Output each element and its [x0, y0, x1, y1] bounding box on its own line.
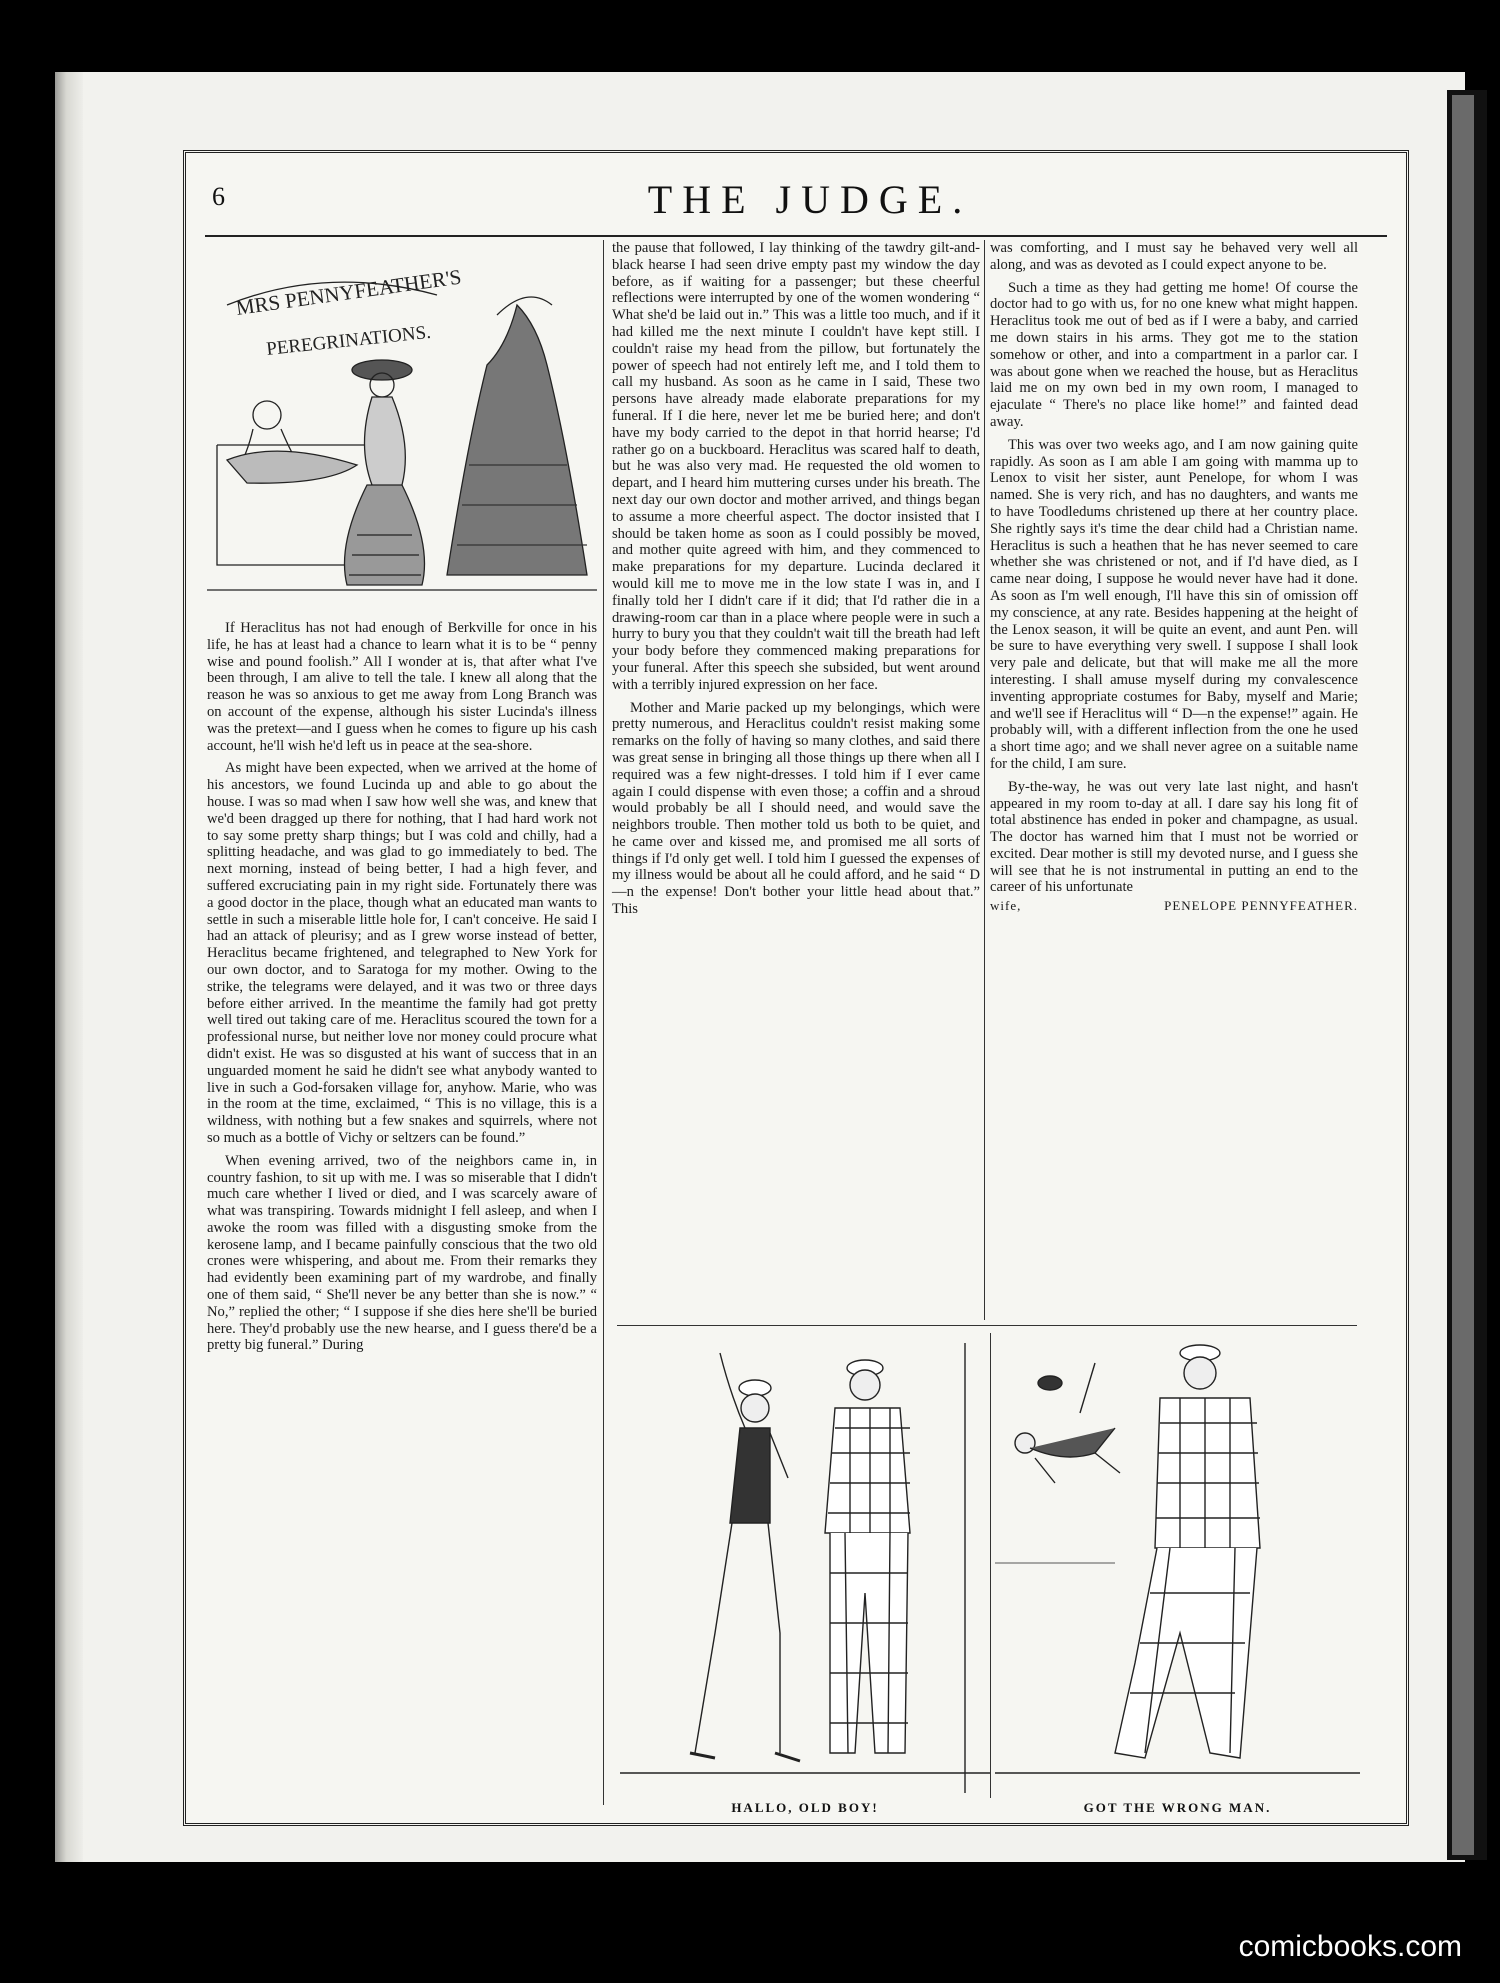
article-paragraph: This was over two weeks ago, and I am now gaining quite rapidly. As soon as I am able I am going with mamma up to Lenox to visit her sister, aunt Penelope, for whom I was named. She is very rich, and has no daughters, and wants me to have Toodledums christened up there at her country place. She rightly says it's time the dear child had a Christian name. Heraclitus is such a heathen that he has never seemed to care whether she was christened or not, and if I'd have died, as I came near doing, I suppose he would never have had it done. As soon as I'm well enough, I'll have this sin of omission off my conscience, at any rate. Besides happening at the height of the Lenox season, it will be quite an event, and aunt Pen. will be sure to have everything very swell. I suppose I shall look very pale and delicate, but that will make me all the more interesting. I shall amuse myself during my convalescence inventing appropriate costumes for Baby, myself and Marie; and we'll see if Heraclitus will “ D—n the expense!” again. He probably will, with a different inflection from the one he used a short time ago; and we shall never agree on a suitable name for the child, I am sure.	[990, 436, 1358, 772]
cartoon-panel-wrong-man	[995, 1333, 1360, 1798]
article-paragraph: was comforting, and I must say he behaved very well all along, and was as devoted as I could expect anyone to be.	[990, 240, 1358, 273]
article-column-1	[207, 620, 597, 1360]
author-signature: PENELOPE PENNYFEATHER.	[1164, 898, 1358, 914]
closing-word: wife,	[990, 898, 1022, 914]
article-paragraph: Such a time as they had getting me home! Of course the doctor had to go with us, for no one knew what might happen. Heraclitus took me out of bed as if I were a baby, and carried me down stairs in his arms. They got me to the station somehow or other, and into a compartment in a parlor car. I was about gone when we reached the house, but as Heraclitus laid me on my own bed in my own room, I managed to ejaculate “ There's no place like home!” and fainted dead away.	[990, 279, 1358, 430]
article-column-2	[612, 240, 980, 924]
article-paragraph: As might have been expected, when we arrived at the home of his ancestors, we found Lucinda up and able to go about the house. I was so mad when I saw how well she was, and knew that we'd been dragged up there for nothing, that I had hard work not to say some pretty sharp things; but I was cold and chilly, had a splitting headache, and was glad to go immediately to bed. The next morning, instead of being better, I had a high fever, and suffered excruciating pain in my right side. Fortunately there was a good doctor in the place, though what an educated man wants to settle in such a miserable little hole for, I can't conceive. He said I had an attack of pleurisy; and as I grew worse instead of better, Heraclitus became frightened, and telegraphed to New York for our own doctor, and to Saratoga for my mother. Owing to the strike, the telegrams were delayed, and it was two or three days before either arrived. In the meantime the family had got pretty well tired out taking care of me. Heraclitus scoured the town for a professional nurse, but neither love nor money could procure what didn't exist. He was so disgusted at his want of success that in an unguarded moment he said he didn't see what anybody wanted to live in such a God-forsaken village for, anyhow. Marie, who was in the room at the time, exclaimed, “ This is no village, this is a wildness, with nothing but a few snakes and squirrels, where not so much as a bottle of Vichy or seltzers can be found.”	[207, 760, 597, 1146]
masthead-rule	[205, 235, 1387, 237]
article-paragraph: When evening arrived, two of the neighbors came in, in country fashion, to sit up with me. I was so miserable that I didn't much care whether I lived or died, and I was scarcely aware of what was transpiring. Towards midnight I fell asleep, and when I awoke the room was filled with a disgusting smoke from the kerosene lamp, and I became painfully conscious that the two old crones were whispering, and about me. From their remarks they had evidently been examining part of my wardrobe, and finally one of them said, “ She'll never be any better than she is now.” “ No,” replied the other; “ I suppose if she dies here she'll be buried here. They'd probably use the new hearse, and I guess there'd be a pretty big funeral.” During	[207, 1152, 597, 1354]
cartoon-caption-left: HALLO, OLD BOY!	[731, 1800, 879, 1815]
cartoon-panel-hallo	[620, 1333, 991, 1798]
page-number: 6	[212, 182, 225, 211]
article-column-3	[990, 240, 1358, 915]
article-paragraph: Mother and Marie packed up my belongings, which were pretty numerous, and Heraclitus couldn't resist making some remarks on the folly of having so many clothes, and said there was great sense in bringing all those things up there when all I required was a few night-dresses. I told him if I ever came again I could dispense with even those; a coffin and a shroud would probably be all I should need, and would save the neighbors trouble. Then mother told us both to be quiet, and he came over and kissed me, and promised me all sorts of things if I'd only get well. I told him I guessed the expenses of my illness would be about all he could afford, and he said “ D—n the expense! Don't bother your little head about that.” This	[612, 699, 980, 918]
article-paragraph: If Heraclitus has not had enough of Berkville for once in his life, he has at least had a chance to learn what it is to be “ penny wise and pound foolish.” All I wonder at is, that after what I've been through, I am alive to tell the tale. I knew all along that the reason he was so anxious to get me away from Long Branch was on account of the expense, although his sister Lucinda's illness was the pretext—and I guess when he comes to figure up his cash account, he'll wish he'd left us in peace at the sea-shore.	[207, 620, 597, 754]
cartoon-caption-right: GOT THE WRONG MAN.	[1083, 1800, 1272, 1815]
binding-gutter	[55, 72, 83, 1862]
column-rule	[984, 240, 985, 1320]
peregrinations-illustration	[207, 245, 597, 615]
article-paragraph: the pause that followed, I lay thinking of the tawdry gilt-and-black hearse I had seen drive empty past my window the day before, as if waiting for a passenger; but these cheerful reflections were interrupted by one of the women wondering “ What she'd be laid out in.” This was a little too much, and if it had killed me the next minute I couldn't have kept still. I couldn't raise my head from the pillow, but fortunately the power of speech had not entirely left me, and I told them to call my husband. As soon as he came in I said, These two persons have already made elaborate preparations for my funeral. If I die here, never let me be buried here; and don't have my body carried to the depot in that horrid hearse; I'd rather go on a buckboard. Heraclitus was scared half to death, but he was also very mad. He requested the old women to depart, and I heard him muttering curses under his breath. The next day our own doctor and mother arrived, and things began to assume a more cheerful aspect. The doctor insisted that I should be taken home as soon as I could possibly be moved, and mother quite agreed with him, and they commenced to make preparations for my departure. Lucinda declared it would kill me to move me in the low state I was in, and I finally told her I didn't care if it did; that I'd rather die in a drawing-room car than in a place where people were in such a hurry to bury you that they couldn't wait till the breath had left your body before they commenced making preparations for your funeral. After this speech she subsided, but went around with a terribly injured expression on her face.	[612, 240, 980, 693]
column-rule	[603, 240, 604, 1805]
masthead-title: THE JUDGE.	[647, 177, 973, 222]
next-page-edge-gray	[1452, 95, 1474, 1855]
cartoon-separator-rule	[617, 1325, 1357, 1326]
illustration-title-line1: MRS PENNYFEATHER'S	[234, 264, 463, 320]
site-watermark: comicbooks.com	[1238, 1930, 1462, 1963]
signature-line	[990, 898, 1358, 915]
illustration-title-line2: PEREGRINATIONS.	[265, 321, 432, 360]
article-paragraph: By-the-way, he was out very late last night, and hasn't appeared in my room to-day at all. I dare say his long fit of total abstinence has ended in poker and champagne, as usual. The doctor has warned him that I must not be worried or excited. Dear mother is still my devoted nurse, and I guess she will see that he is not instrumental in putting an end to the career of his unfortunate	[990, 778, 1358, 896]
